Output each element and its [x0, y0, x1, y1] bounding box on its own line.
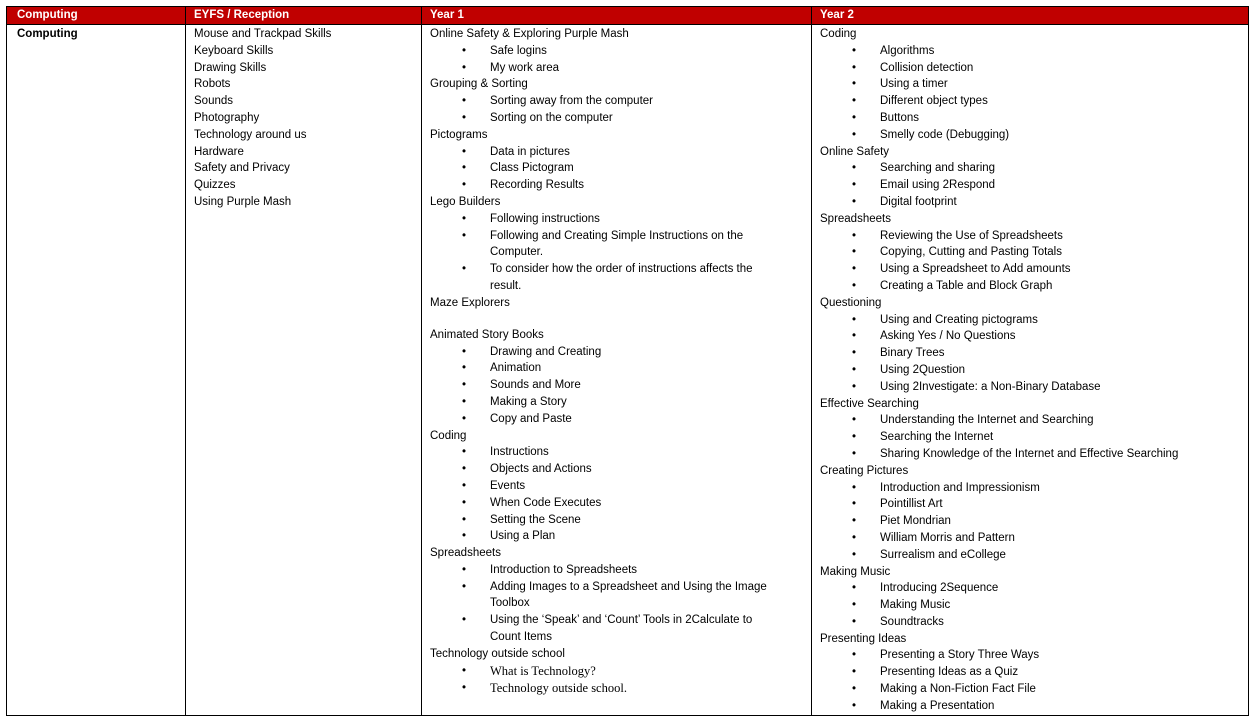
- bullet-icon: •: [852, 683, 857, 696]
- year1-section-title: Spreadsheets: [430, 547, 501, 560]
- list-item: [820, 93, 1248, 110]
- list-item-text: When Code Executes: [490, 496, 602, 509]
- year1-section-list: [430, 562, 811, 646]
- header-row: [7, 7, 1249, 25]
- list-item: [820, 278, 1248, 295]
- list-item: [430, 461, 811, 478]
- bullet-icon: •: [852, 615, 857, 628]
- eyfs-cell: [186, 25, 422, 716]
- list-item: [820, 480, 1248, 497]
- list-item: [430, 377, 811, 394]
- list-item: [430, 211, 811, 228]
- content-row: [7, 25, 1249, 716]
- list-item-text: Soundtracks: [880, 615, 944, 628]
- bullet-icon: •: [852, 599, 857, 612]
- list-item: [820, 328, 1248, 345]
- bullet-icon: •: [462, 61, 467, 74]
- year1-section-list: [430, 444, 811, 545]
- bullet-icon: •: [852, 481, 857, 494]
- year2-section-title: Presenting Ideas: [820, 632, 907, 645]
- bullet-icon: •: [852, 330, 857, 343]
- list-item-text: Collision detection: [880, 61, 974, 74]
- bullet-icon: •: [852, 263, 857, 276]
- bullet-icon: •: [462, 44, 467, 57]
- year2-section-title: Spreadsheets: [820, 212, 891, 225]
- year1-section-list: [430, 663, 811, 699]
- list-item-text: Creating a Table and Block Graph: [880, 279, 1053, 292]
- list-item-text: Piet Mondrian: [880, 515, 951, 528]
- list-item: [820, 412, 1248, 429]
- bullet-icon: •: [462, 362, 467, 375]
- list-item-text: Asking Yes / No Questions: [880, 330, 1016, 343]
- bullet-icon: •: [852, 582, 857, 595]
- eyfs-item: Using Purple Mash: [194, 195, 292, 208]
- header-year2: Year 2: [812, 7, 1249, 25]
- bullet-icon: •: [852, 61, 857, 74]
- list-item: [820, 110, 1248, 127]
- eyfs-item: Robots: [194, 78, 231, 91]
- list-item: [820, 76, 1248, 93]
- bullet-icon: •: [852, 246, 857, 259]
- list-item-text: Smelly code (Debugging): [880, 128, 1010, 141]
- list-item-text: Adding Images to a Spreadsheet and Using the Image Toolbox: [490, 580, 767, 610]
- list-item-text: Pointillist Art: [880, 498, 943, 511]
- list-item: [430, 360, 811, 377]
- year1-section-list: [430, 344, 811, 428]
- list-item-text: Using a timer: [880, 78, 948, 91]
- year1-cell: [422, 25, 812, 716]
- list-item-text: Instructions: [490, 446, 549, 459]
- list-item-text: Making a Non-Fiction Fact File: [880, 683, 1036, 696]
- year2-section-list: [820, 312, 1248, 396]
- year1-section-list: [430, 43, 811, 77]
- year2-section-list: [820, 480, 1248, 564]
- bullet-icon: •: [852, 195, 857, 208]
- year2-section-list: [820, 647, 1248, 714]
- bullet-icon: •: [852, 548, 857, 561]
- eyfs-item: Hardware: [194, 145, 244, 158]
- bullet-icon: •: [462, 479, 467, 492]
- eyfs-item: Sounds: [194, 95, 234, 108]
- bullet-icon: •: [852, 498, 857, 511]
- year2-section-title: Coding: [820, 28, 857, 40]
- list-item-text: Introduction to Spreadsheets: [490, 563, 638, 576]
- list-item-text: Reviewing the Use of Spreadsheets: [880, 229, 1063, 242]
- list-item: [430, 612, 811, 646]
- bullet-icon: •: [852, 380, 857, 393]
- eyfs-item: Photography: [194, 111, 260, 124]
- bullet-icon: •: [462, 446, 467, 459]
- list-item: [820, 194, 1248, 211]
- list-item-text: Making a Story: [490, 395, 567, 408]
- year1-section-title: Online Safety & Exploring Purple Mash: [430, 28, 629, 40]
- header-eyfs: EYFS / Reception: [186, 7, 422, 25]
- list-item: [430, 444, 811, 461]
- year2-section-title: Creating Pictures: [820, 464, 909, 477]
- bullet-icon: •: [462, 614, 467, 627]
- list-item: [820, 244, 1248, 261]
- list-item: [430, 512, 811, 529]
- list-item-text: Making a Presentation: [880, 699, 995, 712]
- bullet-icon: •: [852, 649, 857, 662]
- year2-section-list: [820, 43, 1248, 144]
- year2-section-list: [820, 580, 1248, 630]
- list-item: [430, 478, 811, 495]
- list-item: [820, 177, 1248, 194]
- bullet-icon: •: [852, 111, 857, 124]
- list-item: [820, 614, 1248, 631]
- list-item-text: Drawing and Creating: [490, 345, 602, 358]
- list-item-text: Using and Creating pictograms: [880, 313, 1038, 326]
- list-item: [820, 597, 1248, 614]
- list-item-text: To consider how the order of instructions affects the result.: [490, 263, 753, 292]
- year2-section-title: Making Music: [820, 565, 891, 578]
- bullet-icon: •: [462, 563, 467, 576]
- eyfs-item: Safety and Privacy: [194, 162, 290, 175]
- bullet-icon: •: [462, 513, 467, 526]
- year1-section-title: Animated Story Books: [430, 328, 544, 341]
- list-item: [820, 647, 1248, 664]
- list-item-text: William Morris and Pattern: [880, 531, 1015, 544]
- list-item: [820, 547, 1248, 564]
- bullet-icon: •: [852, 447, 857, 460]
- list-item: [430, 144, 811, 161]
- year1-section-title: Technology outside school: [430, 647, 565, 660]
- list-item: [430, 680, 811, 698]
- list-item: [820, 345, 1248, 362]
- list-item-text: Algorithms: [880, 44, 935, 57]
- year1-section-title: Coding: [430, 429, 467, 442]
- list-item-text: Following and Creating Simple Instructions on the Computer.: [490, 229, 744, 259]
- list-item-text: My work area: [490, 61, 560, 74]
- bullet-icon: •: [852, 414, 857, 427]
- eyfs-item: Drawing Skills: [194, 61, 267, 74]
- bullet-icon: •: [462, 463, 467, 476]
- list-item: [820, 513, 1248, 530]
- list-item: [430, 93, 811, 110]
- list-item-text: Using a Spreadsheet to Add amounts: [880, 263, 1071, 276]
- list-item: [820, 664, 1248, 681]
- list-item: [430, 160, 811, 177]
- list-item: [430, 60, 811, 77]
- year1-section-title: Maze Explorers: [430, 296, 510, 309]
- list-item-text: Presenting a Story Three Ways: [880, 649, 1040, 662]
- bullet-icon: •: [852, 431, 857, 444]
- bullet-icon: •: [462, 580, 467, 593]
- bullet-icon: •: [462, 496, 467, 509]
- bullet-icon: •: [852, 179, 857, 192]
- bullet-icon: •: [852, 666, 857, 679]
- bullet-icon: •: [852, 515, 857, 528]
- list-item: [430, 344, 811, 361]
- bullet-icon: •: [852, 128, 857, 141]
- header-computing: Computing: [7, 7, 186, 25]
- row-label-cell: [7, 25, 186, 716]
- bullet-icon: •: [462, 95, 467, 108]
- list-item: [820, 261, 1248, 278]
- list-item-text: Sorting away from the computer: [490, 95, 653, 108]
- bullet-icon: •: [462, 345, 467, 358]
- list-item: [820, 60, 1248, 77]
- list-item-text: Sorting on the computer: [490, 111, 613, 124]
- year1-section-list: [430, 93, 811, 127]
- list-item-text: Searching the Internet: [880, 431, 994, 444]
- eyfs-item: Technology around us: [194, 128, 307, 141]
- list-item: [430, 228, 811, 262]
- bullet-icon: •: [462, 263, 467, 276]
- bullet-icon: •: [462, 664, 467, 677]
- eyfs-item: Mouse and Trackpad Skills: [194, 28, 332, 40]
- year1-section-list: [430, 144, 811, 194]
- list-item: [820, 429, 1248, 446]
- list-item-text: Copy and Paste: [490, 412, 572, 425]
- list-item: [430, 110, 811, 127]
- list-item: [820, 580, 1248, 597]
- year1-section-list: [430, 211, 811, 295]
- list-item-text: Setting the Scene: [490, 513, 581, 526]
- spacer: [430, 312, 811, 327]
- list-item: [430, 495, 811, 512]
- year2-list: [820, 26, 1248, 715]
- list-item-text: Using 2Question: [880, 363, 966, 376]
- list-item-text: Copying, Cutting and Pasting Totals: [880, 246, 1062, 259]
- list-item-text: Data in pictures: [490, 145, 570, 158]
- list-item: [820, 496, 1248, 513]
- list-item-text: Digital footprint: [880, 195, 957, 208]
- list-item: [430, 261, 811, 295]
- bullet-icon: •: [852, 162, 857, 175]
- bullet-icon: •: [462, 111, 467, 124]
- header-year1: Year 1: [422, 7, 812, 25]
- bullet-icon: •: [462, 179, 467, 192]
- list-item-text: Recording Results: [490, 179, 584, 192]
- list-item: [820, 127, 1248, 144]
- bullet-icon: •: [462, 682, 467, 695]
- list-item-text: Technology outside school.: [490, 681, 627, 696]
- bullet-icon: •: [462, 412, 467, 425]
- list-item: [430, 663, 811, 681]
- eyfs-item: Quizzes: [194, 179, 236, 192]
- list-item-text: What is Technology?: [490, 663, 596, 678]
- bullet-icon: •: [852, 44, 857, 57]
- list-item-text: Different object types: [880, 95, 988, 108]
- bullet-icon: •: [462, 162, 467, 175]
- bullet-icon: •: [462, 145, 467, 158]
- list-item: [820, 362, 1248, 379]
- list-item-text: Searching and sharing: [880, 162, 996, 175]
- year2-section-title: Effective Searching: [820, 397, 919, 410]
- list-item-text: Buttons: [880, 111, 919, 124]
- list-item-text: Animation: [490, 362, 542, 375]
- bullet-icon: •: [852, 95, 857, 108]
- row-label: Computing: [17, 28, 78, 40]
- list-item-text: Using the ‘Speak’ and ‘Count’ Tools in 2Calculate to Count Items: [490, 614, 753, 644]
- list-item: [430, 562, 811, 579]
- bullet-icon: •: [852, 78, 857, 91]
- list-item: [430, 528, 811, 545]
- list-item: [430, 43, 811, 60]
- bullet-icon: •: [852, 279, 857, 292]
- bullet-icon: •: [852, 313, 857, 326]
- list-item-text: Objects and Actions: [490, 463, 592, 476]
- list-item-text: Presenting Ideas as a Quiz: [880, 666, 1019, 679]
- eyfs-item: Keyboard Skills: [194, 44, 274, 57]
- year1-list: [430, 26, 811, 698]
- list-item: [820, 530, 1248, 547]
- curriculum-table: [6, 6, 1249, 716]
- list-item-text: Email using 2Respond: [880, 179, 996, 192]
- year2-cell: [812, 25, 1249, 716]
- list-item: [820, 160, 1248, 177]
- list-item: [430, 394, 811, 411]
- list-item-text: Using 2Investigate: a Non-Binary Database: [880, 380, 1101, 393]
- list-item-text: Events: [490, 479, 526, 492]
- list-item-text: Making Music: [880, 599, 951, 612]
- list-item: [820, 43, 1248, 60]
- bullet-icon: •: [462, 395, 467, 408]
- list-item: [430, 411, 811, 428]
- list-item-text: Sounds and More: [490, 379, 581, 392]
- year2-section-list: [820, 412, 1248, 462]
- list-item-text: Safe logins: [490, 44, 547, 57]
- list-item: [820, 681, 1248, 698]
- list-item-text: Introducing 2Sequence: [880, 582, 999, 595]
- year1-section-title: Lego Builders: [430, 195, 501, 208]
- list-item: [820, 379, 1248, 396]
- list-item-text: Sharing Knowledge of the Internet and Effective Searching: [880, 447, 1179, 460]
- list-item-text: Introduction and Impressionism: [880, 481, 1040, 494]
- list-item-text: Surrealism and eCollege: [880, 548, 1006, 561]
- bullet-icon: •: [852, 699, 857, 712]
- year2-section-title: Questioning: [820, 296, 882, 309]
- list-item-text: Using a Plan: [490, 530, 556, 543]
- year2-section-list: [820, 228, 1248, 295]
- year1-section-title: Grouping & Sorting: [430, 78, 528, 91]
- list-item-text: Class Pictogram: [490, 162, 574, 175]
- bullet-icon: •: [462, 530, 467, 543]
- year1-section-title: Pictograms: [430, 128, 488, 141]
- list-item: [820, 312, 1248, 329]
- list-item: [820, 698, 1248, 715]
- list-item: [820, 228, 1248, 245]
- bullet-icon: •: [462, 212, 467, 225]
- bullet-icon: •: [852, 531, 857, 544]
- year2-section-list: [820, 160, 1248, 210]
- list-item-text: Binary Trees: [880, 347, 945, 360]
- list-item-text: Following instructions: [490, 212, 600, 225]
- list-item: [430, 177, 811, 194]
- bullet-icon: •: [462, 229, 467, 242]
- bullet-icon: •: [852, 347, 857, 360]
- bullet-icon: •: [462, 379, 467, 392]
- year2-section-title: Online Safety: [820, 145, 890, 158]
- bullet-icon: •: [852, 363, 857, 376]
- eyfs-list: [194, 26, 421, 211]
- bullet-icon: •: [852, 229, 857, 242]
- list-item: [430, 579, 811, 613]
- list-item-text: Understanding the Internet and Searching: [880, 414, 1094, 427]
- list-item: [820, 446, 1248, 463]
